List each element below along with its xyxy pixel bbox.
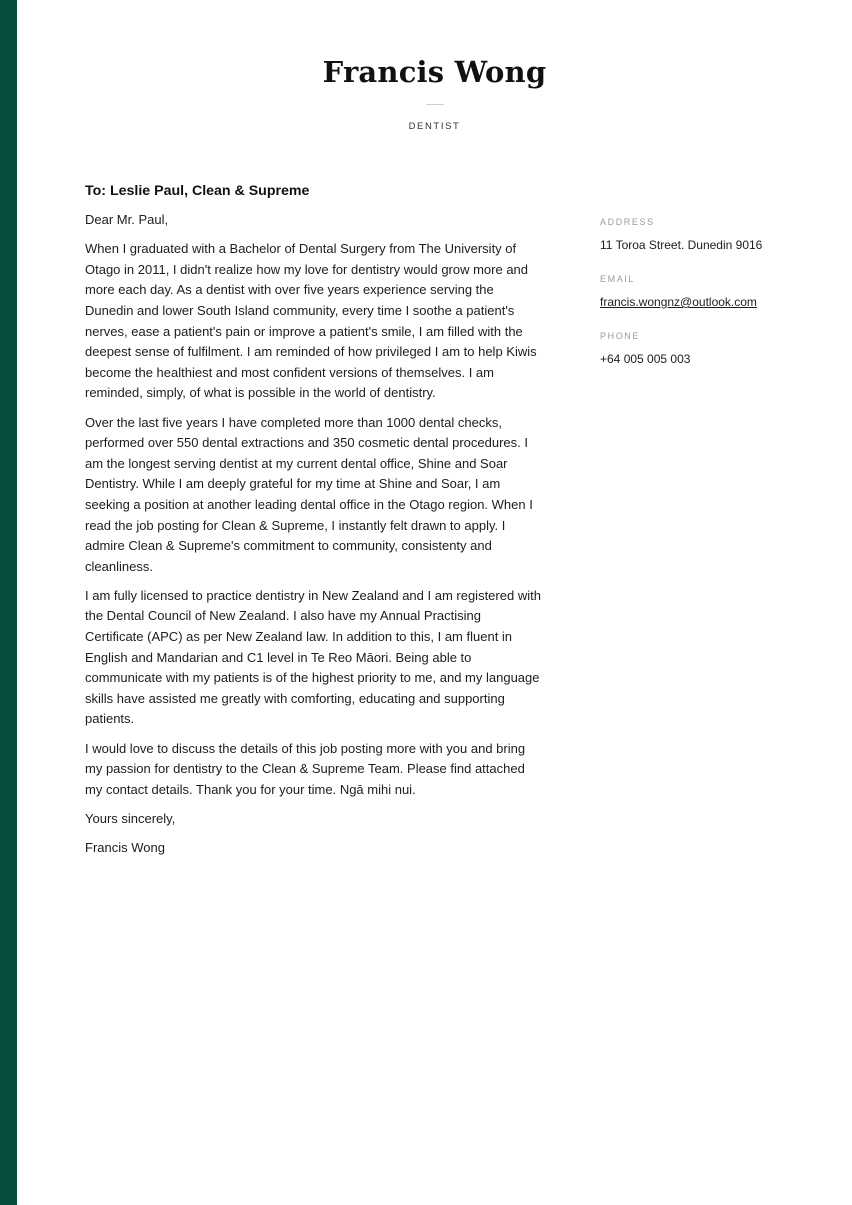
phone-value: +64 005 005 003 <box>600 352 691 366</box>
address-label: ADDRESS <box>600 217 655 227</box>
email-link[interactable]: francis.wongnz@outlook.com <box>600 295 757 309</box>
letter-body <box>85 181 543 867</box>
contact-sidebar <box>600 216 830 387</box>
address-value: 11 Toroa Street. Dunedin 9016 <box>600 238 763 252</box>
accent-bar <box>0 0 17 1205</box>
header-divider <box>426 104 444 105</box>
letter-header <box>17 52 852 133</box>
phone-label: PHONE <box>600 331 641 341</box>
job-title: DENTIST <box>408 121 461 132</box>
paragraph-4: I would love to discuss the details of this job posting more with you and bring my passion for dentistry to the Clean & Supreme Team. Please find attached my contact details. Thank you for your time. Ngā mihi nui. <box>85 740 526 797</box>
paragraph-1: When I graduated with a Bachelor of Dental Surgery from The University of Otago in 2011, I didn't realize how my love for dentistry would grow more and more each day. As a dentist with over five years experience serving the Dunedin and lower South Island community, every time I soothe a patient's nerves, ease a patient's pain or improve a patient's smile, I am filled with the deepest sense of fulfilment. I am reminded of how privileged I am to help Kiwis become the healthiest and most confident versions of themselves. I am reminded, simply, of what is possible in the world of dentistry. <box>85 241 537 401</box>
signature: Francis Wong <box>85 840 165 856</box>
closing: Yours sincerely, <box>85 811 176 826</box>
recipient-line: To: Leslie Paul, Clean & Supreme <box>85 183 310 199</box>
applicant-name: Francis Wong <box>322 55 547 89</box>
email-label: EMAIL <box>600 274 636 284</box>
salutation: Dear Mr. Paul, <box>85 212 169 227</box>
paragraph-2: Over the last five years I have completed more than 1000 dental checks, performed over 550 dental extractions and 350 cosmetic dental procedures. I am the longest serving dentist at my current dental office, Shine and Soar Dentistry. While I am deeply grateful for my time at Shine and Soar, I am seeking a position at another leading dental office in the Otago region. When I read the job posting for Clean & Supreme, I instantly felt drawn to apply. I admire Clean & Supreme's commitment to community, consistenty and cleanliness. <box>85 414 533 574</box>
paragraph-3: I am fully licensed to practice dentistry in New Zealand and I am registered with the Dental Council of New Zealand. I also have my Annual Practising Certificate (APC) as per New Zealand law. In addition to this, I am fluent in English and Mandarian and C1 level in Te Reo Māori. Being able to communicate with my patients is of the highest priority to me, and my language skills have assisted me greatly with comforting, educating and supporting patients. <box>85 587 541 727</box>
